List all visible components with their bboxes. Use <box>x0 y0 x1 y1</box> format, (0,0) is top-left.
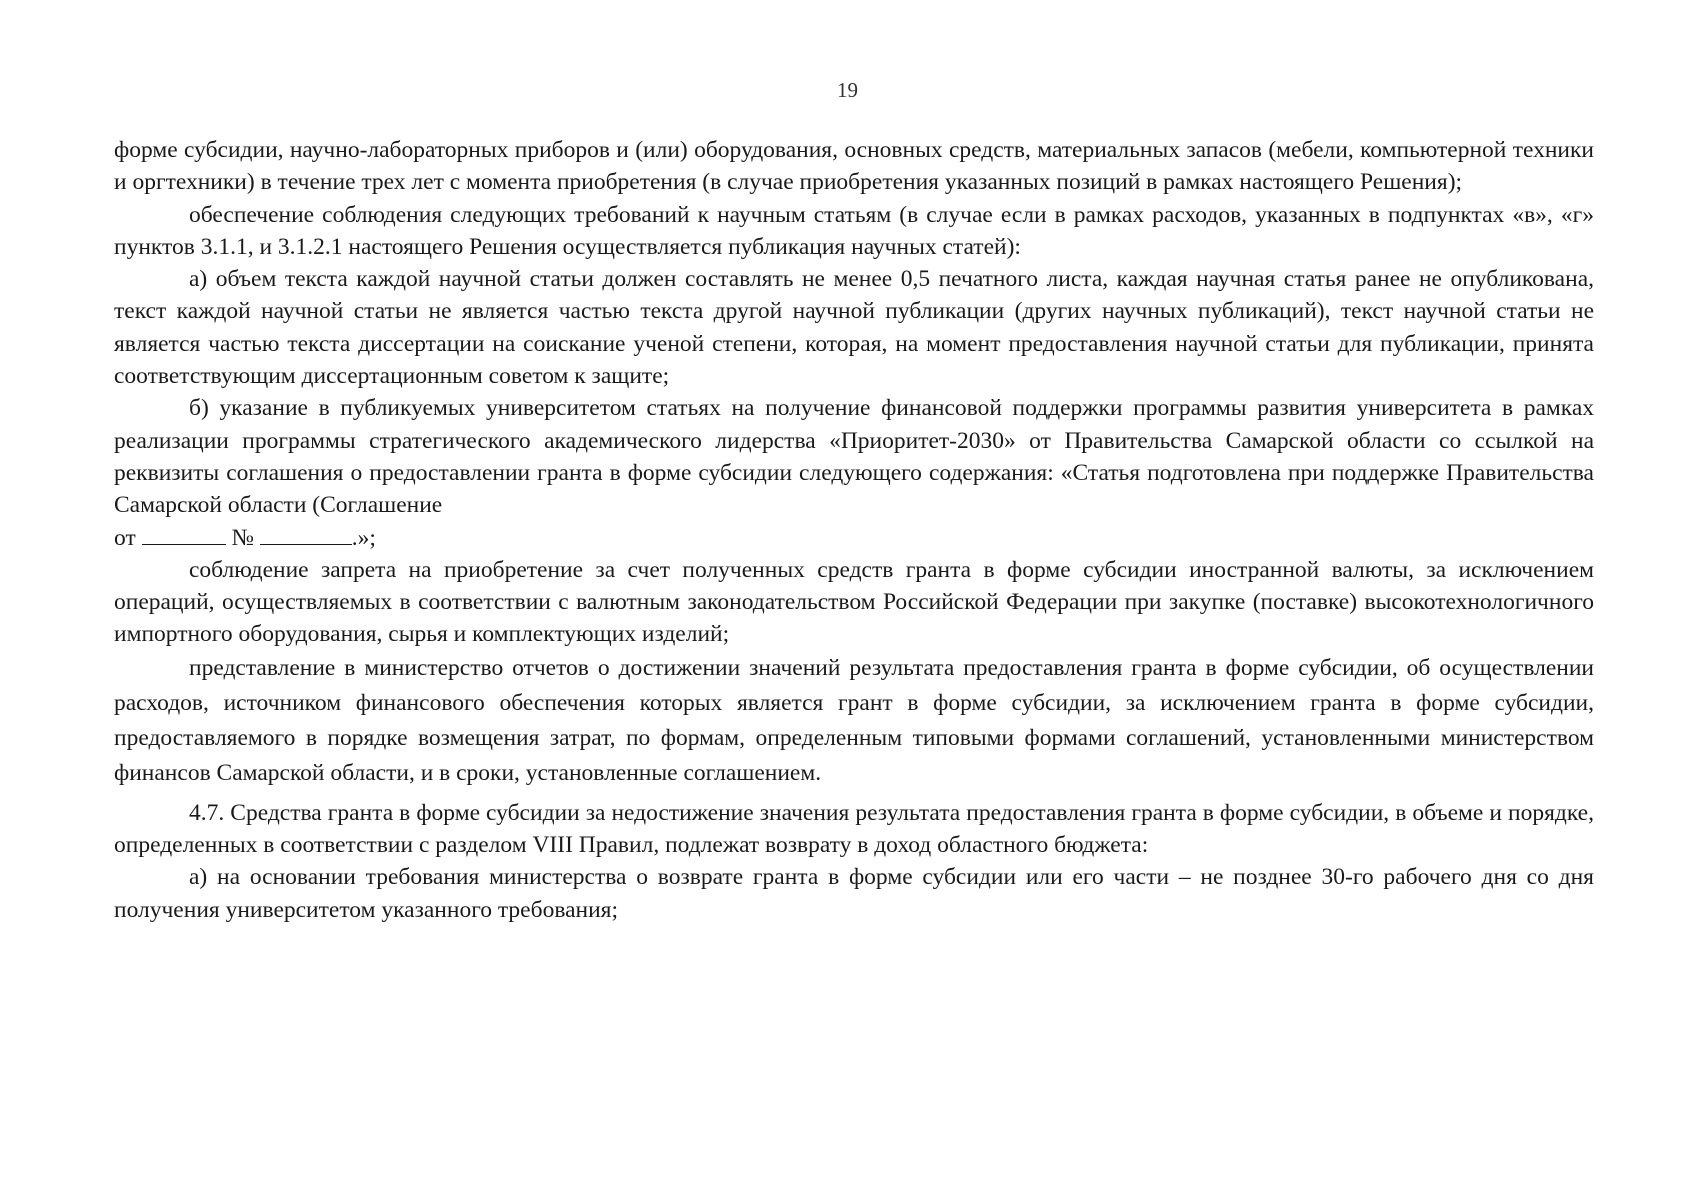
agreement-line <box>114 522 1594 554</box>
agreement-prefix: от <box>114 524 142 551</box>
paragraph-section-4-7: 4.7. Средства гранта в форме субсидии за недостижение значения результата предоставления гранта в форме субсидии, в объеме и порядке, определенных в соответствии с разделом VIII Правил, подлежат возврату в доход областного бюджета: <box>114 799 1594 859</box>
paragraph-item-a: а) объем текста каждой научной статьи должен составлять не менее 0,5 печатного листа, каждая научная статья ранее не опубликована, текст каждой научной статьи не является частью текста другой научной публикации (других научных публикаций), текст научной статьи не является частью текста диссертации на соискание ученой степени, которая, на момент предоставления научной статьи для публикации, принята соответствующим диссертационным советом к защите; <box>114 266 1594 390</box>
agreement-date-blank <box>142 522 226 545</box>
paragraph-4-7-item-a: а) на основании требования министерства о возврате гранта в форме субсидии или его части – не позднее 30-го рабочего дня со дня получения университетом указанного требования; <box>114 864 1594 923</box>
agreement-number-blank <box>260 522 352 545</box>
agreement-suffix: .»; <box>351 524 376 551</box>
paragraph-currency-ban: соблюдение запрета на приобретение за счет полученных средств гранта в форме субсидии иностранной валюты, за исключением операций, осуществляемых в соответствии с валютным законодательством Российской Федерации при закупке (поставке) высокотехнологичного импортного оборудования, сырья и комплектующих изделий; <box>114 556 1594 648</box>
agreement-number-sign: № <box>225 524 260 551</box>
paragraph-continuation: форме субсидии, научно-лабораторных приборов и (или) оборудования, основных средств, материальных запасов (мебели, компьютерной техники и оргтехники) в течение трех лет с момента приобретения (в случае приобретения указанных позиций в рамках настоящего Решения); <box>114 137 1594 196</box>
page-number: 19 <box>837 78 858 102</box>
paragraph-article-requirements: обеспечение соблюдения следующих требований к научным статьям (в случае если в рамках расходов, указанных в подпунктах «в», «г» пунктов 3.1.1, и 3.1.2.1 настоящего Решения осуществляется публикация научных статей): <box>114 201 1594 260</box>
document-body <box>114 134 1594 926</box>
paragraph-item-b: б) указание в публикуемых университетом статьях на получение финансовой поддержки программы развития университета в рамках реализации программы стратегического академического лидерства «Приоритет-2030» от Правительства Самарской области со ссылкой на реквизиты соглашения о предоставлении гранта в форме субсидии следующего содержания: «Статья подготовлена при поддержке Правительства Самарской области (Соглашение <box>114 395 1594 519</box>
paragraph-reports: представление в министерство отчетов о достижении значений результата предоставления гранта в форме субсидии, об осуществлении расходов, источником финансового обеспечения которых является грант в форме субсидии, за исключением гранта в форме субсидии, предоставляемого в порядке возмещения затрат, по формам, определенным типовыми формами соглашений, установленными министерством финансов Самарской области, и в сроки, установленные соглашением. <box>114 654 1594 786</box>
